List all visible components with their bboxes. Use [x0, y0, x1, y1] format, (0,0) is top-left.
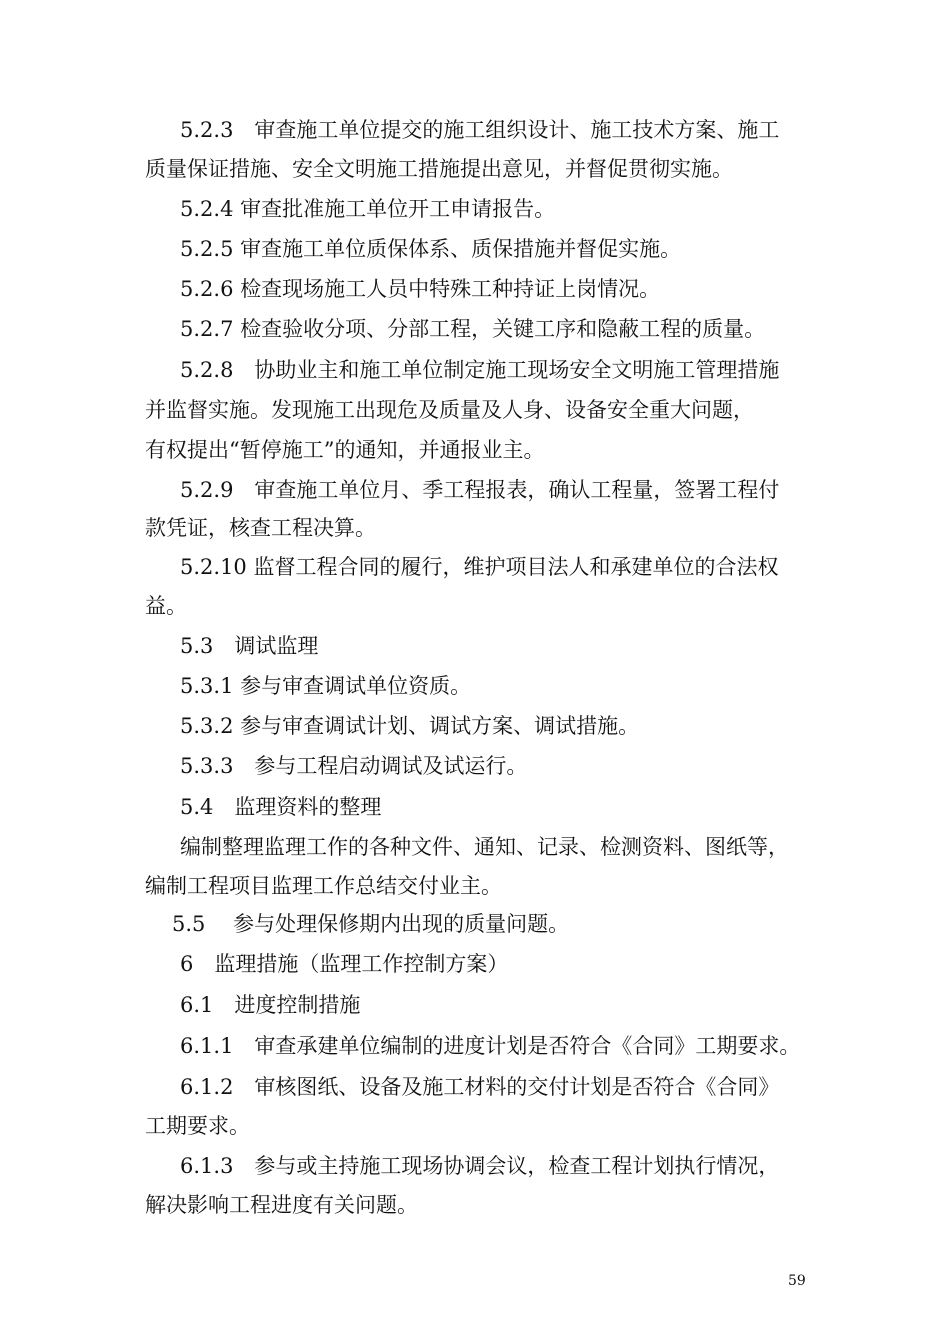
section-heading: 5.4 监理资料的整理: [180, 795, 382, 819]
text-line: 6.1.2 审核图纸、设备及施工材料的交付计划是否符合《合同》: [180, 1075, 780, 1099]
text-line: 5.2.9 审查施工单位月、季工程报表，确认工程量，签署工程付: [180, 478, 780, 502]
text-line: 并监督实施。发现施工出现危及质量及人身、设备安全重大问题，: [145, 398, 754, 422]
page-number: 59: [788, 1273, 806, 1289]
text-line: 5.2.7 检查验收分项、分部工程，关键工序和隐蔽工程的质量。: [180, 317, 766, 341]
text-line: 5.2.3 审查施工单位提交的施工组织设计、施工技术方案、施工: [180, 118, 780, 142]
text-line: 5.3.3 参与工程启动调试及试运行。: [180, 754, 528, 778]
text-line: 益。: [145, 594, 187, 618]
text-line: 5.2.6 检查现场施工人员中特殊工种持证上岗情况。: [180, 277, 661, 301]
text-line: 5.2.8 协助业主和施工单位制定施工现场安全文明施工管理措施: [180, 358, 780, 382]
text-line: 5.3.1 参与审查调试单位资质。: [180, 674, 472, 698]
section-heading: 5.5 参与处理保修期内出现的质量问题。: [172, 912, 570, 936]
text-line: 6.1.3 参与或主持施工现场协调会议，检查工程计划执行情况，: [180, 1154, 780, 1178]
section-heading: 5.3 调试监理: [180, 634, 319, 658]
section-heading: 6.1 进度控制措施: [180, 993, 361, 1017]
text-line: 5.2.10 监督工程合同的履行，维护项目法人和承建单位的合法权: [180, 555, 779, 579]
text-line: 5.2.5 审查施工单位质保体系、质保措施并督促实施。: [180, 237, 682, 261]
text-line: 款凭证，核查工程决算。: [145, 516, 376, 540]
text-line: 工期要求。: [145, 1114, 250, 1138]
chapter-heading: 6 监理措施（监理工作控制方案）: [180, 952, 509, 976]
text-line: 5.2.4 审查批准施工单位开工申请报告。: [180, 197, 556, 221]
text-line: 编制整理监理工作的各种文件、通知、记录、检测资料、图纸等，: [180, 835, 789, 859]
text-line: 5.3.2 参与审查调试计划、调试方案、调试措施。: [180, 714, 640, 738]
text-line: 6.1.1 审查承建单位编制的进度计划是否符合《合同》工期要求。: [180, 1034, 801, 1058]
text-line: 有权提出“暂停施工”的通知，并通报业主。: [145, 438, 545, 462]
text-line: 质量保证措施、安全文明施工措施提出意见，并督促贯彻实施。: [145, 157, 733, 181]
text-line: 解决影响工程进度有关问题。: [145, 1193, 418, 1217]
text-line: 编制工程项目监理工作总结交付业主。: [145, 874, 502, 898]
